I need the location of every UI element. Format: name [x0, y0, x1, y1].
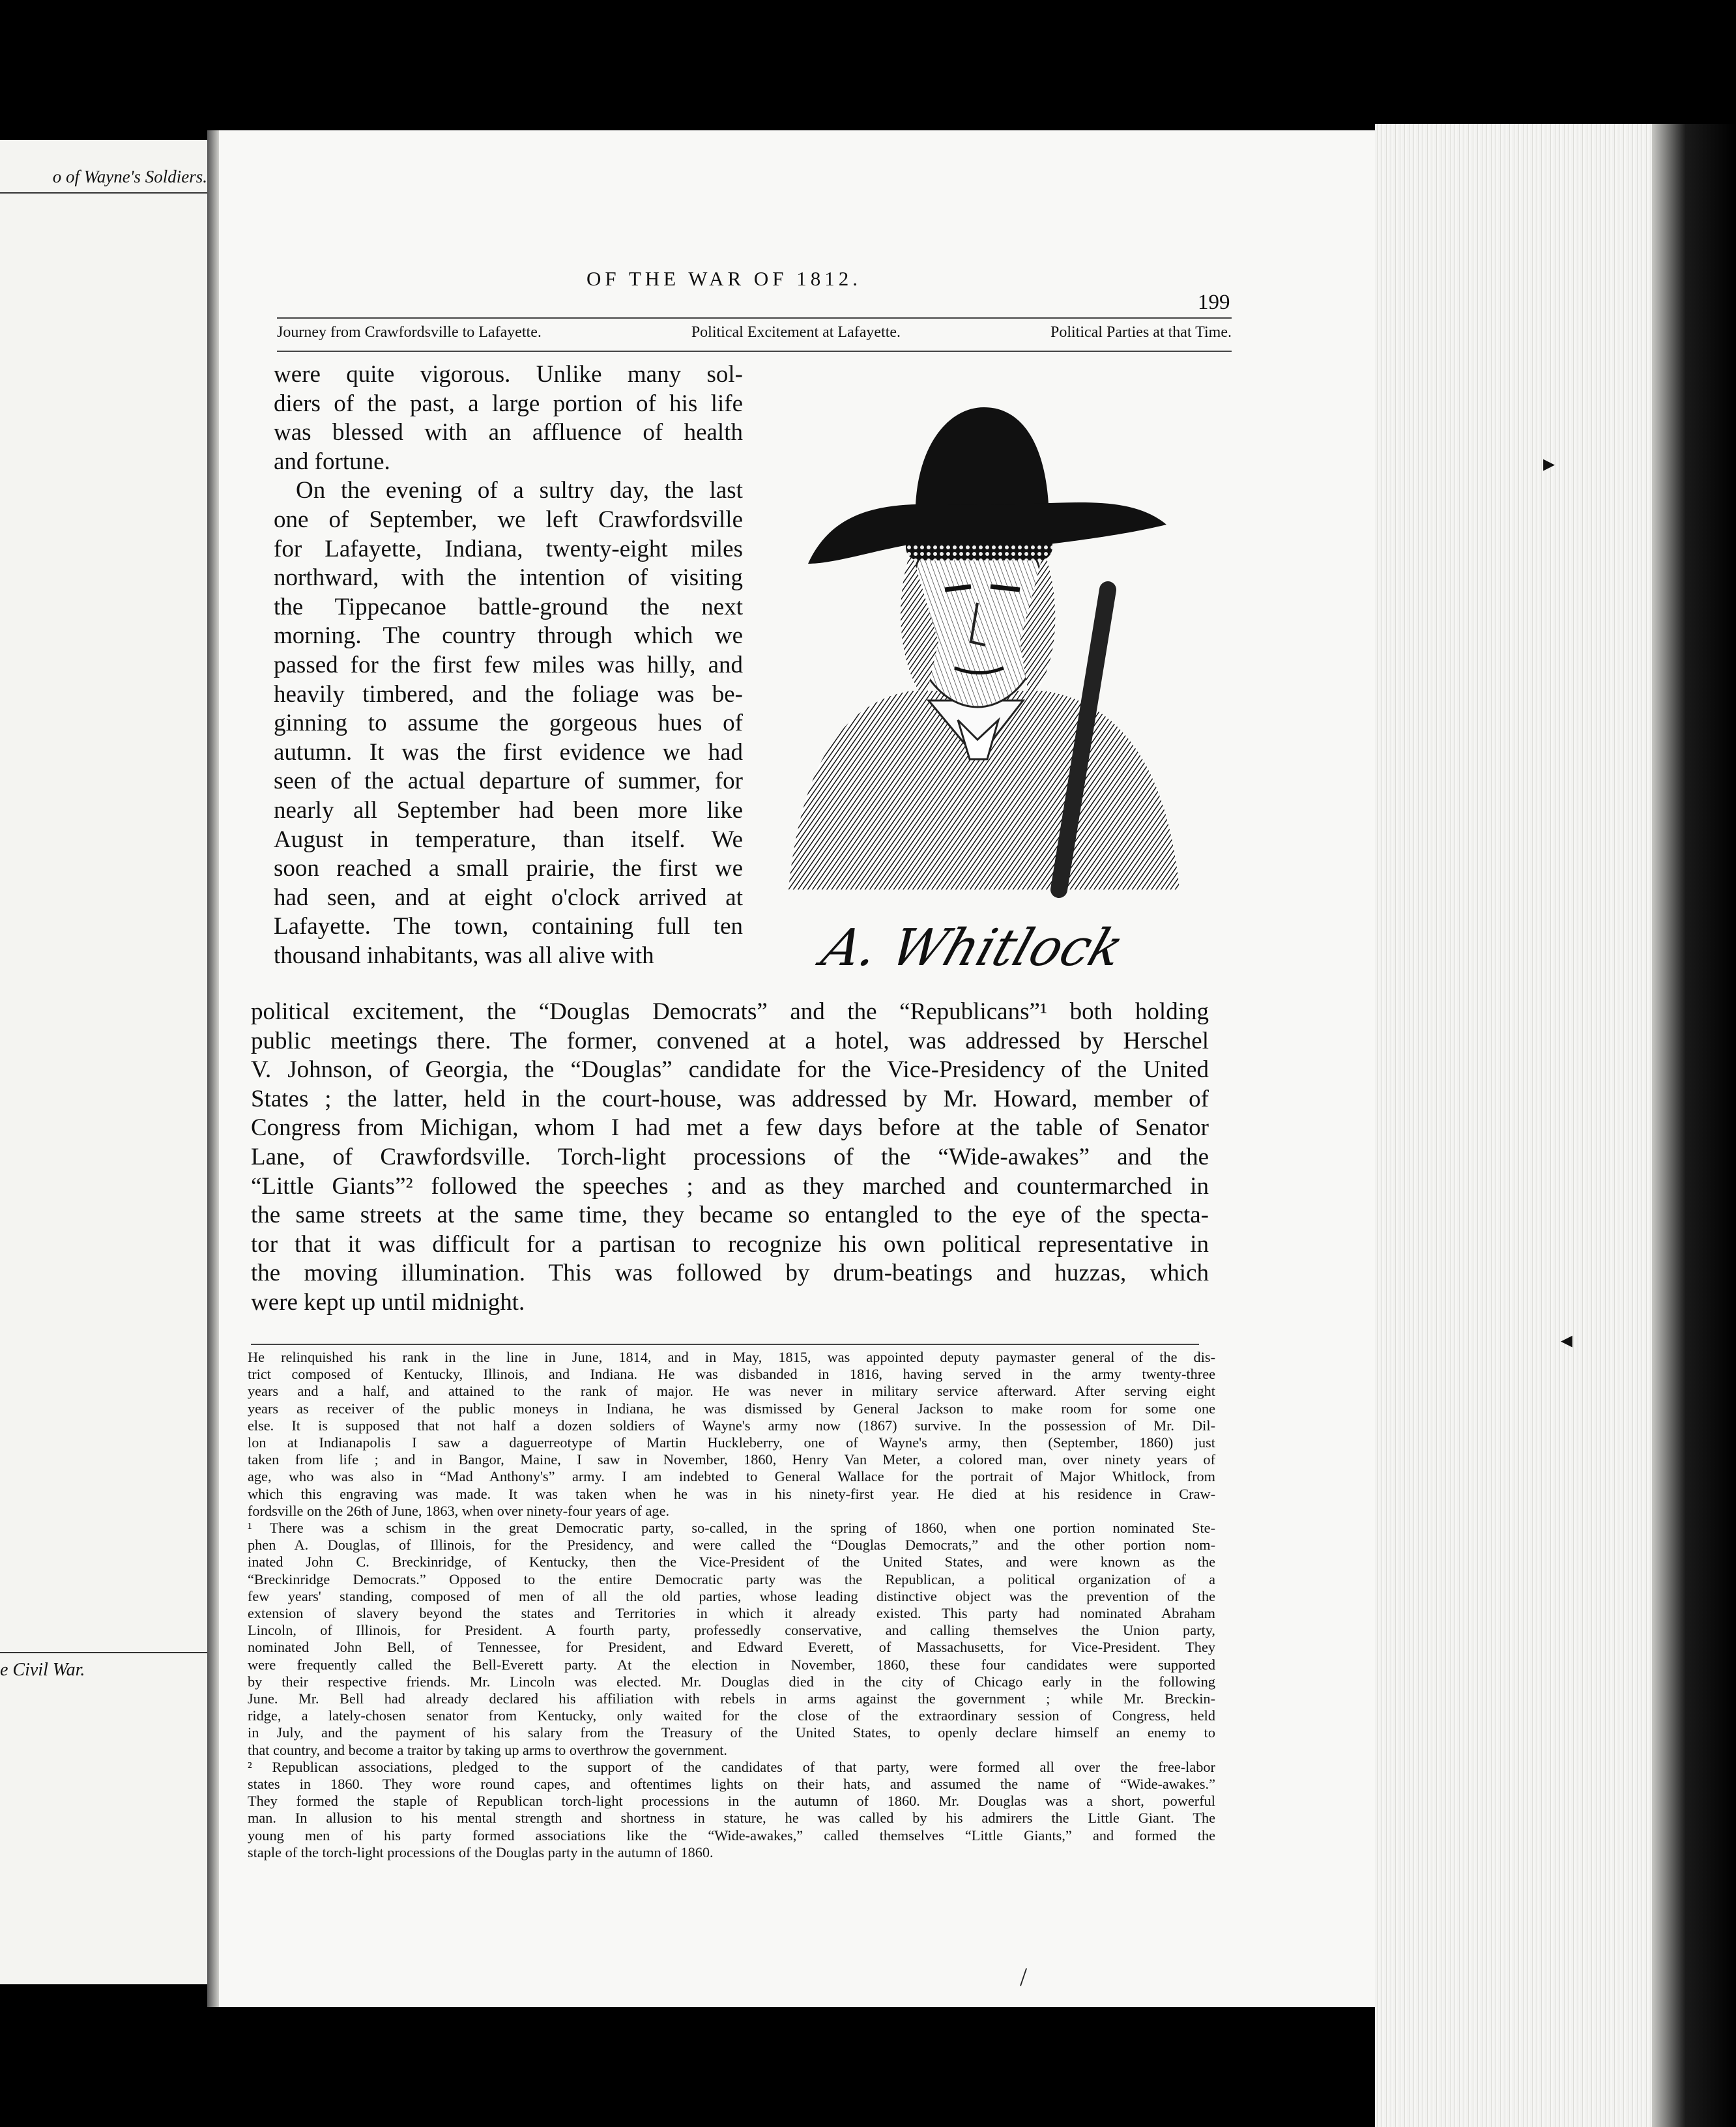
footnote-line: They formed the staple of Republican torch-light processions in the autumn of 1860. Mr. Douglas was a short, powerful: [248, 1793, 1215, 1810]
page-edge-shadow: [1652, 124, 1736, 2127]
whitlock-portrait: [762, 394, 1196, 903]
text-line: had seen, and at eight o'clock arrived at: [274, 884, 743, 911]
text-line: and fortune.: [274, 448, 390, 475]
footnote-line: trict composed of Kentucky, Illinois, and Indiana. He was disbanded in 1816, having served in the army twenty-three: [248, 1366, 1215, 1383]
text-line: autumn. It was the first evidence we had: [274, 738, 743, 766]
footnote-line: Lincoln, of Illinois, for President. A fourth party, professedly conservative, and calling themselves the Union party,: [248, 1622, 1215, 1639]
footnote-line: June. Mr. Bell had already declared his affiliation with rebels in arms against the government ; while Mr. Breckin-: [248, 1690, 1215, 1707]
text-line: “Little Giants”² followed the speeches ; and as they marched and countermarched in: [251, 1172, 1209, 1200]
footnote-line: years as receiver of the public moneys in Indiana, he was dismissed by General Jackson to make room for some one: [248, 1400, 1215, 1417]
footnote-line: states in 1860. They wore round capes, and oftentimes lights on their hats, and assumed the name of “Wide-awakes.”: [248, 1776, 1215, 1793]
footnote-line: taken from life ; and in Bangor, Maine, I saw in November, 1860, Henry Van Meter, a colored man, over ninety years of: [248, 1451, 1215, 1468]
footnote-line: few years' standing, composed of men of all the old parties, whose leading distinctive object was the prevention of the: [248, 1587, 1215, 1604]
subhead-parties: Political Parties at that Time.: [1050, 324, 1232, 341]
text-line: was blessed with an affluence of health: [274, 419, 743, 446]
footnote-line: He relinquished his rank in the line in June, 1814, and in May, 1815, was appointed deputy paymaster general of the dis-: [248, 1349, 1215, 1365]
running-title: OF THE WAR OF 1812.: [586, 267, 862, 290]
speck: ▸: [1543, 450, 1555, 476]
footnotes: [248, 1349, 1215, 1861]
footnote-line: extension of slavery beyond the states and Territories in which it already existed. This party had nominated Abraham: [248, 1605, 1215, 1622]
text-line: Lane, of Crawfordsville. Torch-light processions of the “Wide-awakes” and the: [251, 1143, 1209, 1170]
footnote-line: else. It is supposed that not half a dozen soldiers of Wayne's army now (1867) survive. In the possession of Mr. Dil-: [248, 1417, 1215, 1434]
text-line: the Tippecanoe battle-ground the next: [274, 593, 743, 620]
subhead-excitement: Political Excitement at Lafayette.: [691, 324, 901, 341]
footnote-line: in July, and the payment of his salary from the Treasury of the United States, to openly declare himself an enemy to: [248, 1724, 1215, 1741]
subheads: [277, 317, 1232, 352]
text-line: On the evening of a sultry day, the last: [296, 477, 743, 504]
text-line: ginning to assume the gorgeous hues of: [274, 710, 743, 737]
text-line: Congress from Michigan, whom I had met a few days before at the table of Senator: [251, 1114, 1209, 1142]
previous-page: [0, 140, 207, 1984]
footnote-line: ridge, a lately-chosen senator from Kentucky, only waited for the close of the extraordinary session of Congress, held: [248, 1707, 1215, 1724]
text-line: passed for the first few miles was hilly, and: [274, 651, 743, 678]
text-line: northward, with the intention of visiting: [274, 564, 743, 592]
text-line: were kept up until midnight.: [251, 1288, 525, 1316]
subhead-journey: Journey from Crawfordsville to Lafayette.: [277, 324, 542, 341]
footnote-line: by their respective friends. Mr. Lincoln was elected. Mr. Douglas died in the city of Chicago early in the following: [248, 1673, 1215, 1690]
footnote-line: nominated John Bell, of Tennessee, for President, and Edward Everett, of Massachusetts, for Vice-President. They: [248, 1639, 1215, 1656]
text-line: for Lafayette, Indiana, twenty-eight miles: [274, 535, 743, 562]
previous-page-section-title: e Civil War.: [0, 1660, 85, 1680]
text-line: morning. The country through which we: [274, 622, 743, 650]
text-line: August in temperature, than itself. We: [274, 826, 743, 853]
footnote-line: fordsville on the 26th of June, 1863, when over ninety-four years of age.: [248, 1502, 670, 1519]
speck: ◂: [1561, 1327, 1573, 1353]
footnote-line: “Breckinridge Democrats.” Opposed to the entire Democratic party was the Republican, a political organization of a: [248, 1570, 1215, 1587]
text-line: States ; the latter, held in the court-house, was addressed by Mr. Howard, member of: [251, 1085, 1209, 1112]
text-line: nearly all September had been more like: [274, 796, 743, 824]
footnote-line: phen A. Douglas, of Illinois, for the Presidency, and were called the “Douglas Democrats,” and the other portion nom-: [248, 1537, 1215, 1554]
text-line: seen of the actual departure of summer, for: [274, 768, 743, 795]
text-line: were quite vigorous. Unlike many sol-: [274, 361, 743, 388]
footnote-line: years and a half, and attained to the rank of major. He was never in military service afterward. After serving eight: [248, 1383, 1215, 1400]
footnote-line: lon at Indianapolis I saw a daguerreotype of Martin Huckleberry, one of Wayne's army, then (September, 1860) just: [248, 1434, 1215, 1451]
previous-page-header: o of Wayne's Soldiers.: [0, 167, 207, 194]
text-line: diers of the past, a large portion of his life: [274, 390, 743, 417]
text-line: the same streets at the same time, they became so entangled to the eye of the specta-: [251, 1202, 1209, 1229]
footnote-line: which this engraving was made. It was taken when he was in his ninety-first year. He died at his residence in Craw-: [248, 1485, 1215, 1502]
text-line: heavily timbered, and the foliage was be-: [274, 680, 743, 708]
text-line: V. Johnson, of Georgia, the “Douglas” candidate for the Vice-Presidency of the United: [251, 1056, 1209, 1084]
signature: A. Whitlock: [815, 919, 1131, 977]
footnote-line: inated John C. Breckinridge, of Kentucky, then the Vice-President of the United States, and were known as the: [248, 1554, 1215, 1570]
text-line: thousand inhabitants, was all alive with: [274, 942, 654, 969]
text-line: one of September, we left Crawfordsville: [274, 506, 743, 533]
text-line: tor that it was difficult for a partisan to recognize his own political representative in: [251, 1230, 1209, 1258]
footnote-line: that country, and become a traitor by taking up arms to overthrow the government.: [248, 1741, 727, 1758]
full-width-text: [251, 998, 1209, 1318]
page-number: 199: [1198, 291, 1230, 314]
footnote-rule: [251, 1344, 1199, 1345]
pencil-mark: /: [1020, 1962, 1028, 1991]
footnote-line: ² Republican associations, pledged to the support of the candidates of that party, were formed all over the free-labor: [248, 1758, 1215, 1775]
footnote-line: age, who was also in “Mad Anthony's” army. I am indebted to General Wallace for the portrait of Major Whitlock, from: [248, 1468, 1215, 1485]
text-line: political excitement, the “Douglas Democrats” and the “Republicans”¹ both holding: [251, 998, 1209, 1025]
column-text: [274, 360, 743, 970]
text-line: soon reached a small prairie, the first we: [274, 855, 743, 882]
text-line: public meetings there. The former, convened at a hotel, was addressed by Herschel: [251, 1027, 1209, 1054]
text-line: Lafayette. The town, containing full ten: [274, 913, 743, 940]
footnote-line: staple of the torch-light processions of the Douglas party in the autumn of 1860.: [248, 1844, 714, 1860]
footnote-line: young men of his party formed associations like the “Wide-awakes,” called themselves “Little Giants,” and formed the: [248, 1827, 1215, 1844]
previous-page-rule: [0, 1652, 207, 1653]
footnote-line: ¹ There was a schism in the great Democratic party, so-called, in the spring of 1860, when one portion nominated Ste-: [248, 1520, 1215, 1537]
text-line: the moving illumination. This was followed by drum-beatings and huzzas, which: [251, 1260, 1209, 1287]
footnote-line: man. In allusion to his mental strength and shortness in stature, he was called by his admirers the Little Giant. The: [248, 1810, 1215, 1827]
footnote-line: were frequently called the Bell-Everett party. At the election in November, 1860, these four candidates were supported: [248, 1656, 1215, 1673]
book-spine: [207, 130, 219, 2007]
